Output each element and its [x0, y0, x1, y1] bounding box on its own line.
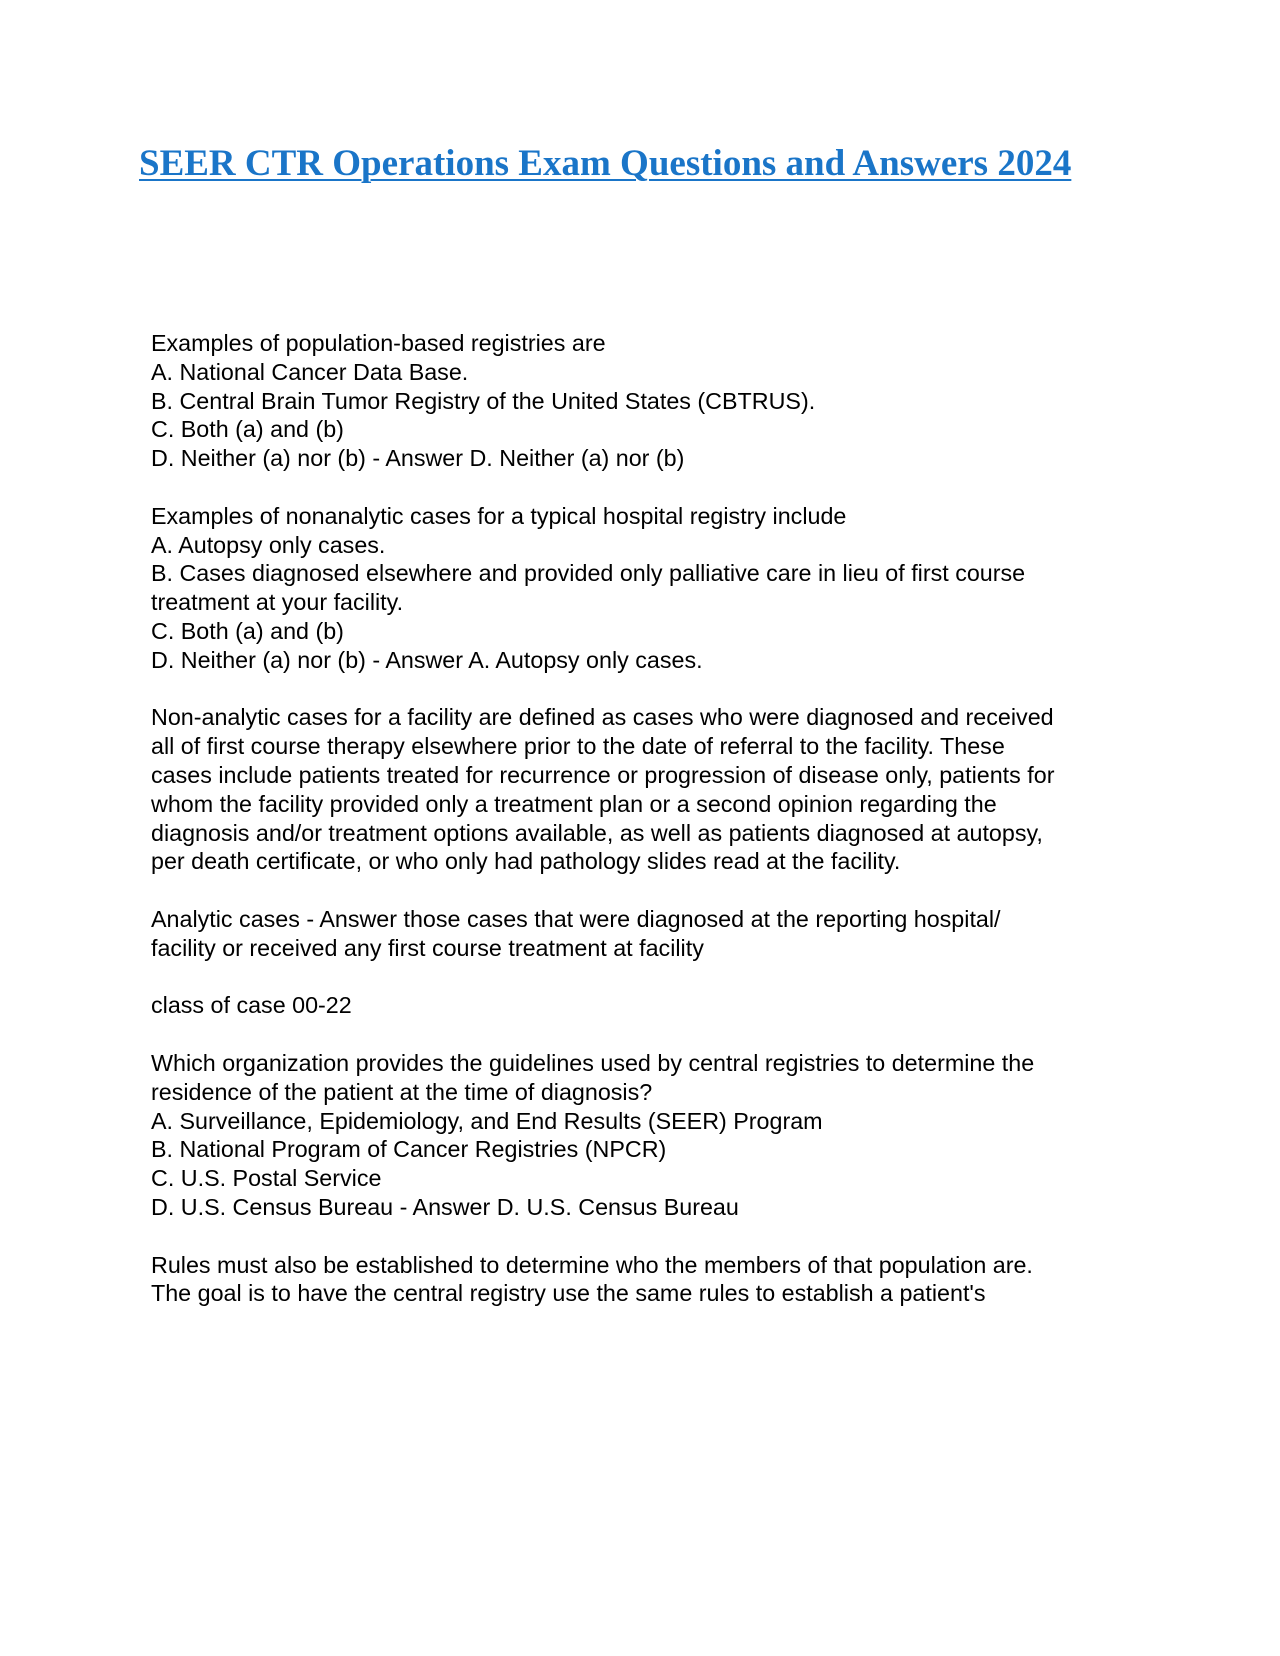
option-a: A. Surveillance, Epidemiology, and End Results (SEER) Program [151, 1107, 823, 1134]
qa-block-analytic-cases [151, 905, 1151, 963]
paragraph-line: all of first course therapy elsewhere prior to the date of referral to the facility. These [151, 733, 1005, 760]
option-c: C. Both (a) and (b) [151, 617, 344, 644]
option-a: A. National Cancer Data Base. [151, 358, 469, 385]
qa-block-registries [151, 329, 1151, 473]
paragraph-line: class of case 00-22 [151, 992, 352, 1019]
paragraph-line: Analytic cases - Answer those cases that were diagnosed at the reporting hospital/ [151, 905, 1001, 932]
option-c: C. Both (a) and (b) [151, 416, 344, 443]
paragraph-class-of-case [151, 991, 1151, 1020]
option-b: B. Central Brain Tumor Registry of the United States (CBTRUS). [151, 387, 816, 414]
question-text: Examples of population-based registries are [151, 330, 606, 356]
option-d-answer: D. U.S. Census Bureau - Answer D. U.S. Census Bureau [151, 1193, 739, 1220]
paragraph-line: diagnosis and/or treatment options available, as well as patients diagnosed at autopsy, [151, 819, 1043, 846]
paragraph-non-analytic-definition [151, 703, 1151, 876]
option-b: B. Cases diagnosed elsewhere and provided only palliative care in lieu of first course [151, 560, 1026, 587]
option-b: B. National Program of Cancer Registries (NPCR) [151, 1136, 667, 1163]
option-c: C. U.S. Postal Service [151, 1165, 382, 1192]
option-d-answer: D. Neither (a) nor (b) - Answer D. Neither (a) nor (b) [151, 445, 685, 472]
option-b-continued: treatment at your facility. [151, 589, 404, 616]
paragraph-population-rules [151, 1251, 1151, 1309]
question-text-continued: residence of the patient at the time of diagnosis? [151, 1078, 653, 1105]
option-d-answer: D. Neither (a) nor (b) - Answer A. Autopsy only cases. [151, 646, 703, 673]
paragraph-line: Non-analytic cases for a facility are defined as cases who were diagnosed and received [151, 704, 1054, 731]
question-text: Which organization provides the guidelines used by central registries to determine the [151, 1049, 1035, 1076]
question-text: Examples of nonanalytic cases for a typical hospital registry include [151, 502, 847, 529]
paragraph-line: The goal is to have the central registry use the same rules to establish a patient's [151, 1280, 986, 1307]
document-title-link[interactable]: SEER CTR Operations Exam Questions and Answers 2024 [139, 143, 1072, 184]
option-a: A. Autopsy only cases. [151, 531, 386, 558]
paragraph-line: cases include patients treated for recurrence or progression of disease only, patients for [151, 761, 1055, 788]
paragraph-line: facility or received any first course treatment at facility [151, 934, 704, 961]
paragraph-line: whom the facility provided only a treatment plan or a second opinion regarding the [151, 790, 997, 817]
qa-block-nonanalytic [151, 502, 1151, 675]
paragraph-line: Rules must also be established to determine who the members of that population are. [151, 1251, 1033, 1278]
document-body [151, 329, 1151, 1337]
qa-block-residence-guidelines [151, 1049, 1151, 1222]
paragraph-line: per death certificate, or who only had pathology slides read at the facility. [151, 848, 901, 875]
